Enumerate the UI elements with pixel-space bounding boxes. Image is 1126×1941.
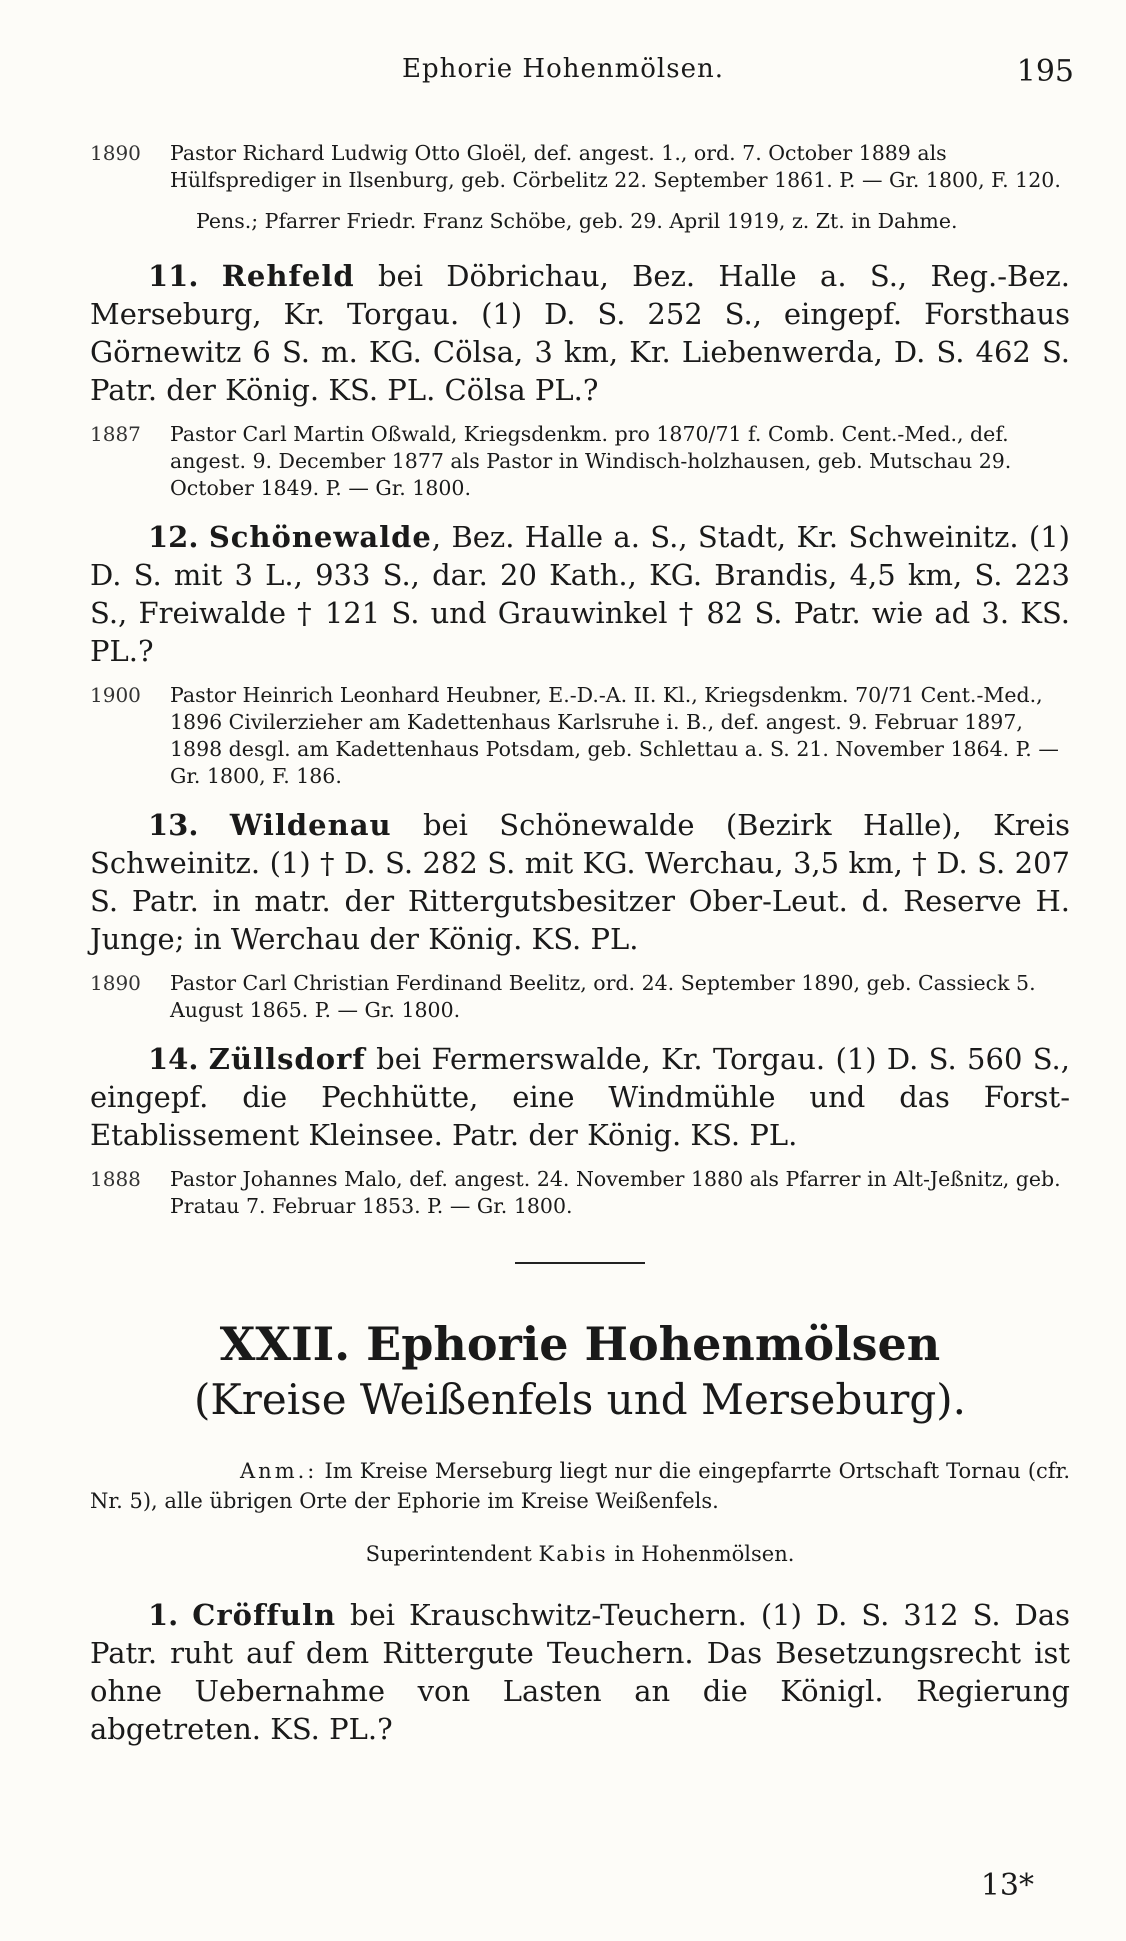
section-annotation bbox=[90, 1456, 1070, 1516]
superintendent-line bbox=[90, 1542, 1070, 1566]
page-number: 195 bbox=[1016, 54, 1074, 89]
annotation-text: Im Kreise Merseburg liegt nur die eingepfarrte Ortschaft Tornau (cfr. Nr. 5), alle übrigen Orte der Ephorie im Kreise Weißenfels. bbox=[90, 1459, 1070, 1513]
pastor-note bbox=[90, 682, 1070, 790]
section-title-prefix: XXII. Ephorie bbox=[219, 1317, 585, 1371]
parish-name: Wildenau bbox=[229, 808, 392, 842]
parish-number: 1. bbox=[148, 1598, 179, 1632]
pastor-note bbox=[90, 1166, 1070, 1220]
note-year: 1890 bbox=[90, 141, 141, 165]
parish-name: Cröffuln bbox=[192, 1598, 337, 1632]
note-text: Pastor Richard Ludwig Otto Gloël, def. angest. 1., ord. 7. October 1889 als Hülfsprediger in Ilsenburg, geb. Cörbelitz 22. September 1861. P. — Gr. 1800, F. 120. bbox=[170, 141, 1061, 192]
signature-mark: 13* bbox=[980, 1868, 1034, 1903]
parish-name: Rehfeld bbox=[221, 259, 355, 293]
note-text: Pastor Heinrich Leonhard Heubner, E.-D.-A. II. Kl., Kriegsdenkm. 70/71 Cent.-Med., 1896 Civilerzieher am Kadettenhaus Karlsruhe i. B., def. angest. 9. Februar 1897, 1898 desgl. am Kadettenhaus Potsdam, geb. Schlettau a. S. 21. November 1864. P. — Gr. 1800, F. 186. bbox=[170, 683, 1059, 788]
parish-text: , Bez. Halle a. S., Stadt, Kr. Schweinitz. (1) D. S. mit 3 L., 933 S., dar. 20 Kath., KG. Brandis, 4,5 km, S. 223 S., Freiwalde † 121 S. und Grauwinkel † 82 S. Patr. wie ad 3. KS. PL.? bbox=[90, 520, 1070, 668]
pension-note: Pens.; Pfarrer Friedr. Franz Schöbe, geb. 29. April 1919, z. Zt. in Dahme. bbox=[196, 209, 958, 233]
section-divider bbox=[515, 1262, 645, 1264]
note-year: 1888 bbox=[90, 1167, 141, 1191]
parish-text: bei Schönewalde (Bezirk Halle), Kreis Schweinitz. (1) † D. S. 282 S. mit KG. Werchau, 3,5 km, † D. S. 207 S. Patr. in matr. der Rittergutsbesitzer Ober-Leut. d. Reserve H. Junge; in Werchau der König. KS. PL. bbox=[90, 808, 1070, 956]
pastor-note bbox=[90, 421, 1070, 502]
sup-suffix: in Hohenmölsen. bbox=[607, 1542, 795, 1566]
parish-text: bei Döbrichau, Bez. Halle a. S., Reg.-Bez. Merseburg, Kr. Torgau. (1) D. S. 252 S., eingepf. Forsthaus Görnewitz 6 S. m. KG. Cölsa, 3 km, Kr. Liebenwerda, D. S. 462 S. Patr. der König. KS. PL. Cölsa PL.? bbox=[90, 259, 1070, 407]
page-content bbox=[90, 140, 1070, 1760]
sup-prefix: Superintendent bbox=[365, 1542, 539, 1566]
parish-number: 14. bbox=[148, 1042, 199, 1076]
note-text: Pastor Carl Christian Ferdinand Beelitz, ord. 24. September 1890, geb. Cassieck 5. August 1865. P. — Gr. 1800. bbox=[170, 971, 1036, 1022]
parish-entry-1 bbox=[90, 1596, 1070, 1748]
sup-name: Kabis bbox=[538, 1542, 608, 1566]
parish-number: 13. bbox=[148, 808, 199, 842]
annotation-label: Anm.: bbox=[240, 1459, 318, 1483]
parish-entry-14 bbox=[90, 1040, 1070, 1154]
note-year: 1890 bbox=[90, 971, 141, 995]
parish-text: bei Fermerswalde, Kr. Torgau. (1) D. S. 560 S., eingepf. die Pechhütte, eine Windmühle und das Forst-Etablissement Kleinsee. Patr. der König. KS. PL. bbox=[90, 1042, 1070, 1152]
note-text: Pastor Johannes Malo, def. angest. 24. November 1880 als Pfarrer in Alt-Jeßnitz, geb. Pratau 7. Februar 1853. P. — Gr. 1800. bbox=[170, 1167, 1061, 1218]
parish-number: 12. bbox=[148, 520, 199, 554]
note-text: Pastor Carl Martin Oßwald, Kriegsdenkm. pro 1870/71 f. Comb. Cent.-Med., def. angest. 9. December 1877 als Pastor in Windisch-holzhausen, geb. Mutschau 29. October 1849. P. — Gr. 1800. bbox=[170, 422, 1012, 500]
parish-entry-12 bbox=[90, 518, 1070, 670]
note-year: 1887 bbox=[90, 422, 141, 446]
parish-text: bei Krauschwitz-Teuchern. (1) D. S. 312 S. Das Patr. ruht auf dem Rittergute Teuchern. Das Besetzungsrecht ist ohne Uebernahme von Lasten an die Königl. Regierung abgetreten. KS. PL.? bbox=[90, 1598, 1071, 1746]
running-title: Ephorie Hohenmölsen. bbox=[402, 54, 724, 84]
section-title-strong: Hohenmölsen bbox=[584, 1317, 941, 1371]
parish-name: Schönewalde bbox=[208, 520, 432, 554]
note-year: 1900 bbox=[90, 683, 141, 707]
parish-name: Züllsdorf bbox=[208, 1042, 366, 1076]
parish-entry-13 bbox=[90, 806, 1070, 958]
section-subtitle: (Kreise Weißenfels und Merseburg). bbox=[194, 1375, 966, 1424]
pastor-note bbox=[90, 970, 1070, 1024]
parish-number: 11. bbox=[148, 259, 199, 293]
parish-entry-11 bbox=[90, 257, 1070, 409]
pastor-note bbox=[90, 140, 1070, 194]
section-title bbox=[90, 1316, 1070, 1372]
running-head bbox=[0, 54, 1126, 94]
